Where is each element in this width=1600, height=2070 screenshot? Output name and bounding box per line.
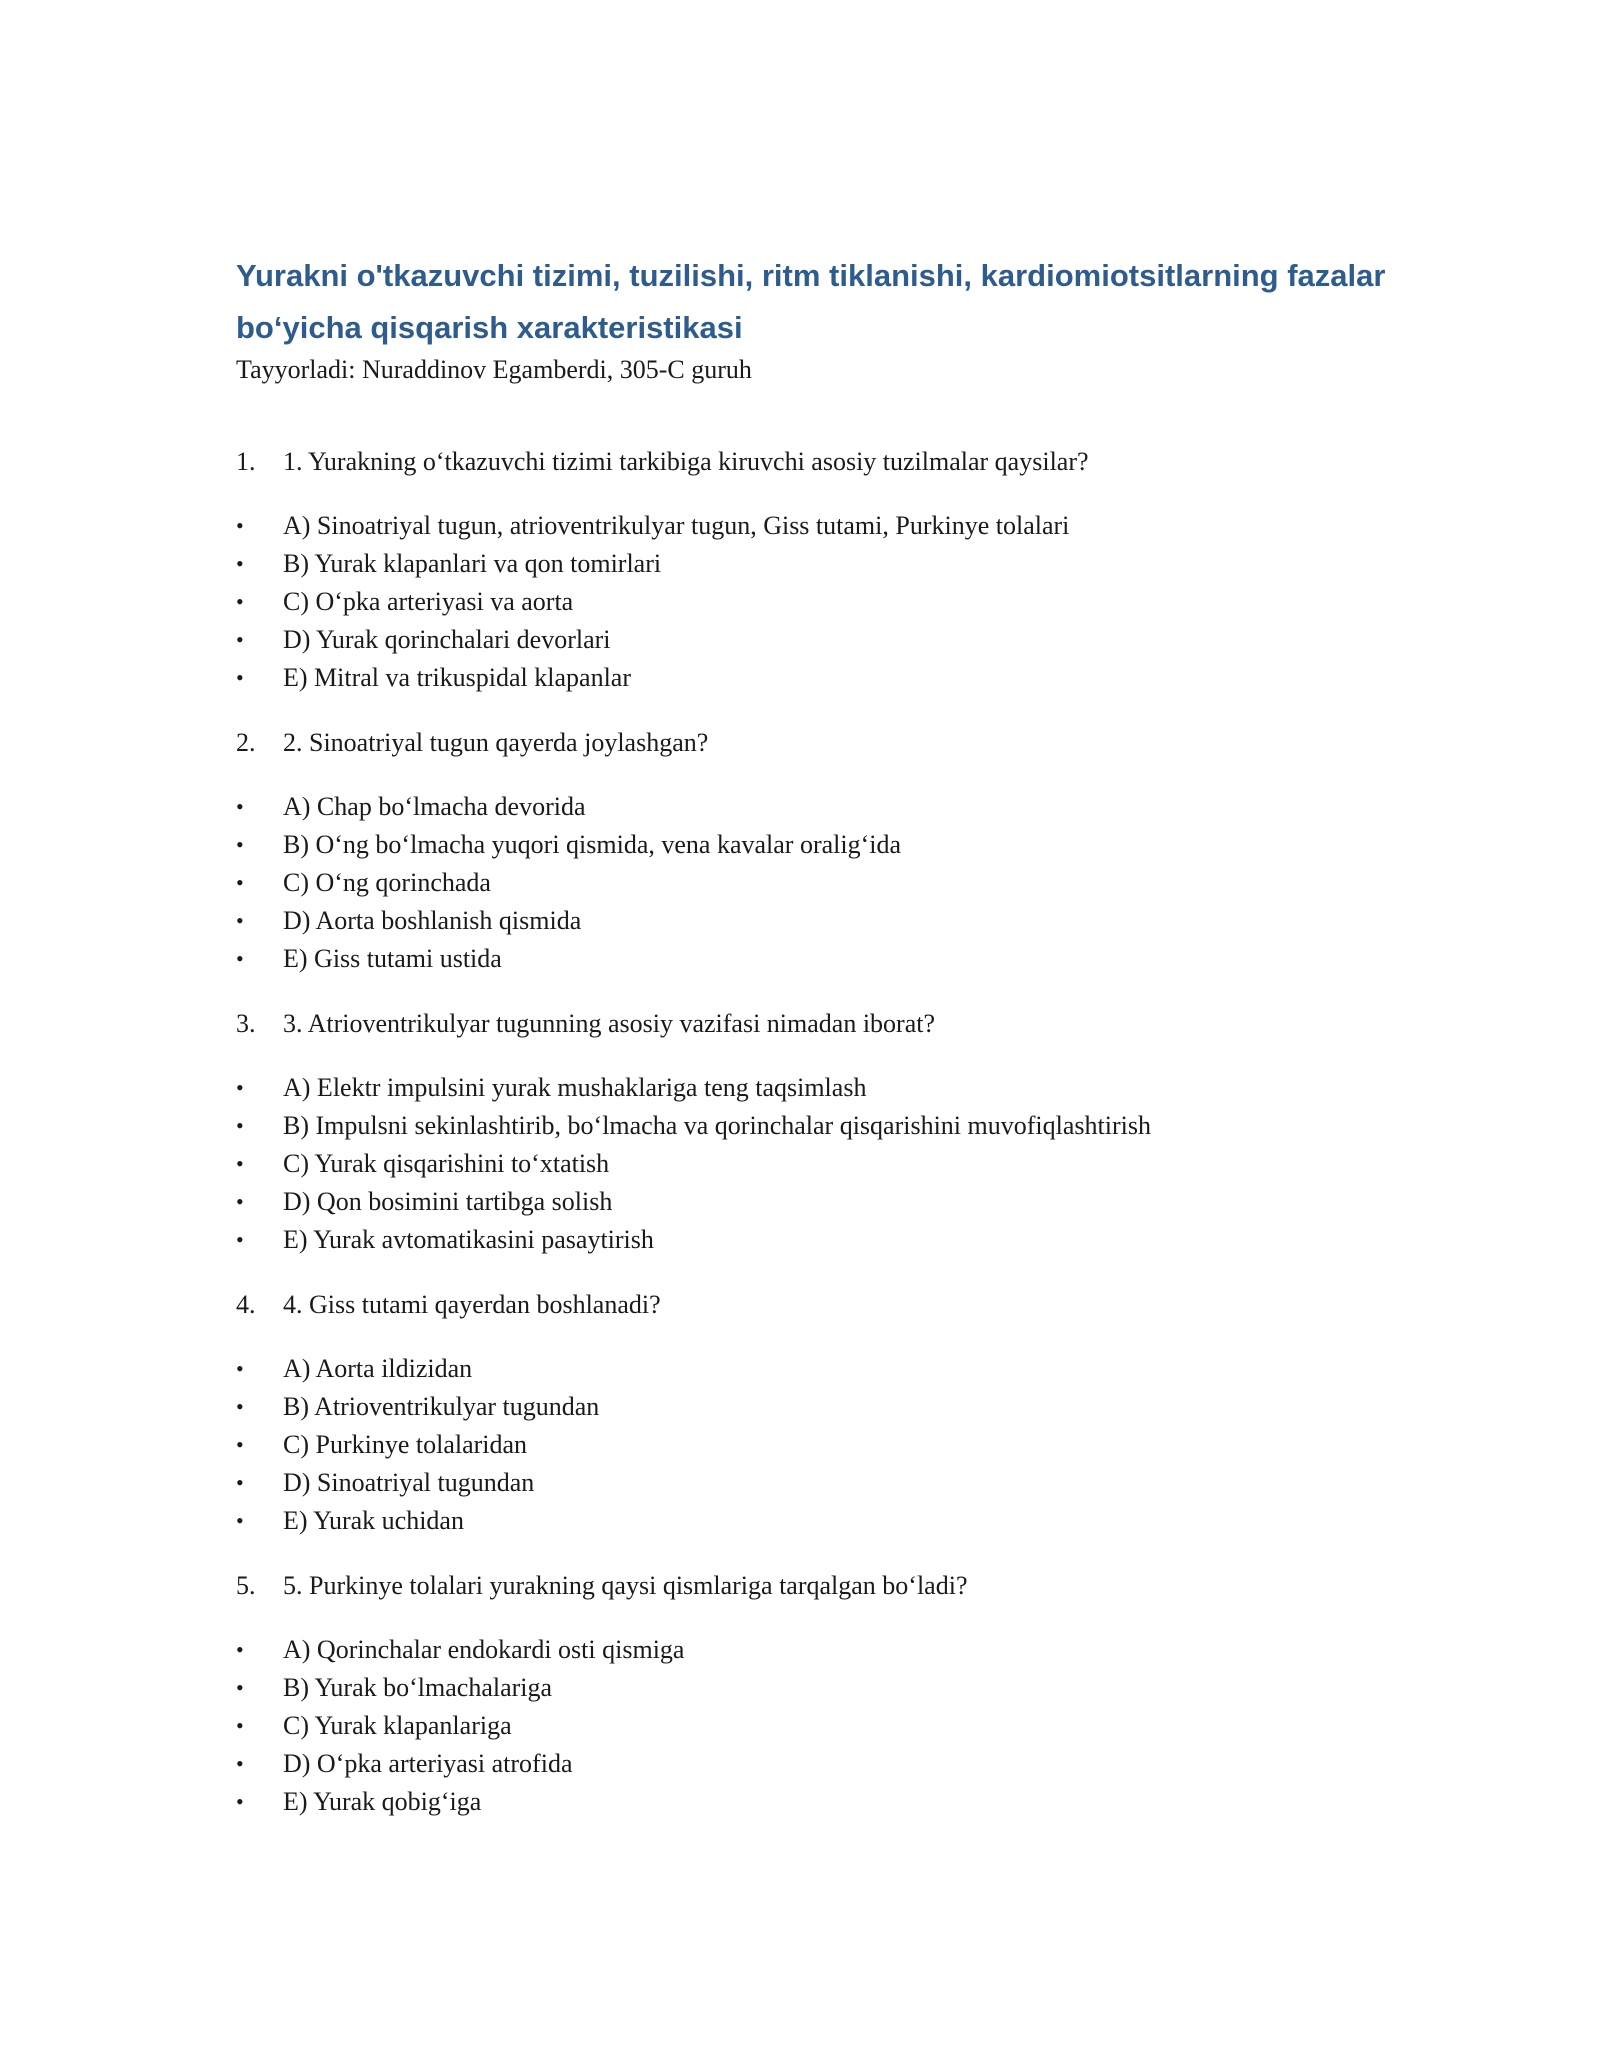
bullet-icon: • [236,1189,244,1214]
question-text: 4. Giss tutami qayerdan boshlanadi? [283,1290,661,1319]
question-number: 4. [236,1290,256,1319]
option-text: B) Atrioventrikulyar tugundan [283,1392,600,1421]
option-text: A) Sinoatriyal tugun, atrioventrikulyar tugun, Giss tutami, Purkinye tolalari [283,511,1070,540]
option-text: B) O‘ng bo‘lmacha yuqori qismida, vena kavalar oralig‘ida [283,830,902,859]
option-text: A) Chap bo‘lmacha devorida [283,792,586,821]
bullet-icon: • [236,665,244,690]
bullet-icon: • [236,1113,244,1138]
bullet-icon: • [236,1751,244,1776]
question-number: 3. [236,1009,256,1038]
bullet-icon: • [236,1789,244,1814]
option-text: E) Yurak avtomatikasini pasaytirish [283,1225,654,1254]
question-text: 5. Purkinye tolalari yurakning qaysi qismlariga tarqalgan bo‘ladi? [283,1571,968,1600]
option-text: D) Sinoatriyal tugundan [283,1468,535,1497]
option-text: C) O‘ng qorinchada [283,868,491,897]
option-text: D) Yurak qorinchalari devorlari [283,625,611,654]
bullet-icon: • [236,1227,244,1252]
bullet-icon: • [236,1713,244,1738]
question-text: 3. Atrioventrikulyar tugunning asosiy vazifasi nimadan iborat? [283,1009,936,1038]
option-text: E) Giss tutami ustida [283,944,502,973]
option-text: E) Yurak uchidan [283,1506,464,1535]
bullet-icon: • [236,589,244,614]
option-text: D) O‘pka arteriyasi atrofida [283,1749,573,1778]
bullet-icon: • [236,1075,244,1100]
option-text: A) Elektr impulsini yurak mushaklariga teng taqsimlash [283,1073,867,1102]
option-text: C) Yurak qisqarishini to‘xtatish [283,1149,610,1178]
bullet-icon: • [236,908,244,933]
question-number: 2. [236,728,256,757]
option-text: C) O‘pka arteriyasi va aorta [283,587,574,616]
bullet-icon: • [236,870,244,895]
bullet-icon: • [236,627,244,652]
bullet-icon: • [236,1637,244,1662]
question-number: 5. [236,1571,256,1600]
bullet-icon: • [236,1394,244,1419]
question-text: 1. Yurakning o‘tkazuvchi tizimi tarkibiga kiruvchi asosiy tuzilmalar qaysilar? [283,447,1089,476]
document-title: Yurakni o'tkazuvchi tizimi, tuzilishi, ritm tiklanishi, kardiomiotsitlarning fazalar bo‘yicha qisqarish xarakteristikasi [236,258,1386,345]
option-text: A) Aorta ildizidan [283,1354,473,1383]
option-text: B) Yurak klapanlari va qon tomirlari [283,549,662,578]
option-text: E) Yurak qobig‘iga [283,1787,482,1816]
bullet-icon: • [236,946,244,971]
bullet-icon: • [236,794,244,819]
bullet-icon: • [236,551,244,576]
bullet-icon: • [236,1432,244,1457]
option-text: E) Mitral va trikuspidal klapanlar [283,663,632,692]
question-text: 2. Sinoatriyal tugun qayerda joylashgan? [283,728,709,757]
option-text: D) Aorta boshlanish qismida [283,906,582,935]
option-text: C) Purkinye tolalaridan [283,1430,528,1459]
option-text: B) Yurak bo‘lmachalariga [283,1673,553,1702]
option-text: C) Yurak klapanlariga [283,1711,512,1740]
option-text: B) Impulsni sekinlashtirib, bo‘lmacha va qorinchalar qisqarishini muvofiqlashtirish [283,1111,1151,1140]
option-text: A) Qorinchalar endokardi osti qismiga [283,1635,685,1664]
bullet-icon: • [236,1470,244,1495]
author-line: Tayyorladi: Nuraddinov Egamberdi, 305-C guruh [236,355,752,384]
bullet-icon: • [236,513,244,538]
bullet-icon: • [236,1675,244,1700]
bullet-icon: • [236,832,244,857]
option-text: D) Qon bosimini tartibga solish [283,1187,613,1216]
bullet-icon: • [236,1356,244,1381]
bullet-icon: • [236,1508,244,1533]
question-number: 1. [236,447,256,476]
bullet-icon: • [236,1151,244,1176]
